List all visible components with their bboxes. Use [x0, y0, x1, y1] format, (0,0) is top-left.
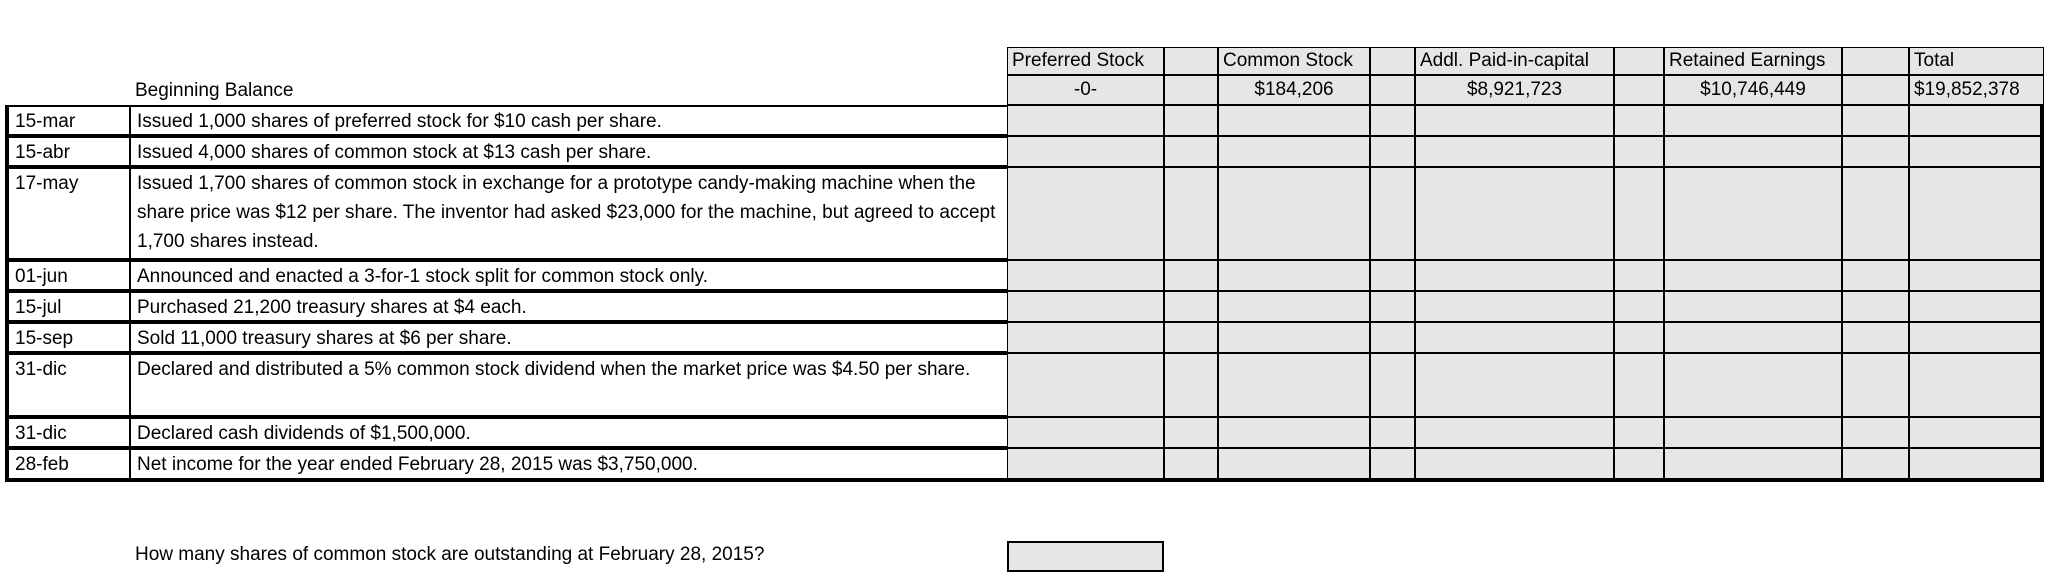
- answer-cell[interactable]: [1664, 448, 1842, 482]
- answer-cell[interactable]: [1164, 167, 1218, 260]
- answer-cell[interactable]: [1614, 291, 1664, 322]
- answer-cell[interactable]: [1370, 353, 1415, 417]
- transaction-description: Declared cash dividends of $1,500,000.: [129, 417, 1009, 448]
- answer-cell[interactable]: [1614, 417, 1664, 448]
- answer-cell[interactable]: [1614, 353, 1664, 417]
- answer-cell[interactable]: [1909, 136, 2044, 167]
- answer-cell[interactable]: [1909, 291, 2044, 322]
- answer-cell[interactable]: [1007, 136, 1164, 167]
- beginning-balance-label: Beginning Balance: [135, 80, 294, 101]
- answer-cell[interactable]: [1218, 353, 1370, 417]
- transaction-description: Issued 4,000 shares of common stock at $13 cash per share.: [129, 136, 1009, 167]
- answer-cell[interactable]: [1614, 322, 1664, 353]
- beginning-preferred: -0-: [1007, 75, 1164, 105]
- answer-cell[interactable]: [1007, 291, 1164, 322]
- answer-cell[interactable]: [1842, 322, 1909, 353]
- answer-cell[interactable]: [1842, 417, 1909, 448]
- answer-cell[interactable]: [1909, 322, 2044, 353]
- header-spacer: [1370, 47, 1415, 75]
- balance-spacer: [1164, 75, 1218, 105]
- answer-cell[interactable]: [1415, 353, 1614, 417]
- balance-spacer: [1842, 75, 1909, 105]
- answer-cell[interactable]: [1909, 448, 2044, 482]
- header-common-stock: Common Stock: [1218, 47, 1370, 75]
- answer-cell[interactable]: [1664, 417, 1842, 448]
- transaction-description: Net income for the year ended February 28, 2015 was $3,750,000.: [129, 448, 1009, 482]
- answer-cell[interactable]: [1164, 417, 1218, 448]
- answer-cell[interactable]: [1370, 105, 1415, 136]
- answer-cell[interactable]: [1614, 448, 1664, 482]
- answer-cell[interactable]: [1370, 260, 1415, 291]
- answer-input-shares-outstanding[interactable]: [1007, 541, 1164, 572]
- answer-cell[interactable]: [1007, 417, 1164, 448]
- answer-cell[interactable]: [1415, 167, 1614, 260]
- answer-cell[interactable]: [1164, 322, 1218, 353]
- answer-cell[interactable]: [1415, 105, 1614, 136]
- answer-cell[interactable]: [1164, 448, 1218, 482]
- answer-cell[interactable]: [1370, 167, 1415, 260]
- answer-cell[interactable]: [1415, 448, 1614, 482]
- answer-cell[interactable]: [1218, 448, 1370, 482]
- transaction-description: Announced and enacted a 3-for-1 stock split for common stock only.: [129, 260, 1009, 291]
- answer-cell[interactable]: [1664, 322, 1842, 353]
- answer-cell[interactable]: [1614, 105, 1664, 136]
- header-apic: Addl. Paid-in-capital: [1415, 47, 1614, 75]
- transaction-description: Issued 1,700 shares of common stock in exchange for a prototype candy-making machine when the share price was $12 per share. The inventor had asked $23,000 for the machine, but agreed to accept 1,700 shares instead.: [129, 167, 1009, 260]
- transaction-date: 31-dic: [5, 353, 131, 417]
- answer-cell[interactable]: [1007, 322, 1164, 353]
- transaction-description: Issued 1,000 shares of preferred stock for $10 cash per share.: [129, 105, 1009, 136]
- beginning-apic: $8,921,723: [1415, 75, 1614, 105]
- answer-cell[interactable]: [1909, 417, 2044, 448]
- answer-cell[interactable]: [1415, 260, 1614, 291]
- header-retained-earnings: Retained Earnings: [1664, 47, 1842, 75]
- answer-cell[interactable]: [1164, 260, 1218, 291]
- transaction-date: 28-feb: [5, 448, 131, 482]
- answer-cell[interactable]: [1218, 291, 1370, 322]
- transaction-date: 15-sep: [5, 322, 131, 353]
- answer-cell[interactable]: [1415, 417, 1614, 448]
- answer-cell[interactable]: [1218, 260, 1370, 291]
- answer-cell[interactable]: [1370, 322, 1415, 353]
- header-spacer: [1842, 47, 1909, 75]
- transaction-date: 01-jun: [5, 260, 131, 291]
- answer-cell[interactable]: [1842, 260, 1909, 291]
- answer-cell[interactable]: [1909, 260, 2044, 291]
- answer-cell[interactable]: [1164, 291, 1218, 322]
- answer-cell[interactable]: [1909, 167, 2044, 260]
- answer-cell[interactable]: [1664, 136, 1842, 167]
- beginning-retained: $10,746,449: [1664, 75, 1842, 105]
- answer-cell[interactable]: [1664, 260, 1842, 291]
- transaction-date: 15-abr: [5, 136, 131, 167]
- answer-cell[interactable]: [1218, 136, 1370, 167]
- answer-cell[interactable]: [1007, 260, 1164, 291]
- answer-cell[interactable]: [1614, 260, 1664, 291]
- header-spacer: [1164, 47, 1218, 75]
- answer-cell[interactable]: [1164, 353, 1218, 417]
- transaction-description: Purchased 21,200 treasury shares at $4 each.: [129, 291, 1009, 322]
- balance-spacer: [1370, 75, 1415, 105]
- answer-cell[interactable]: [1415, 291, 1614, 322]
- balance-spacer: [1614, 75, 1664, 105]
- answer-cell[interactable]: [1664, 291, 1842, 322]
- answer-cell[interactable]: [1614, 167, 1664, 260]
- answer-cell[interactable]: [1218, 417, 1370, 448]
- beginning-total: $19,852,378: [1909, 75, 2044, 105]
- answer-cell[interactable]: [1842, 448, 1909, 482]
- answer-cell[interactable]: [1842, 167, 1909, 260]
- answer-cell[interactable]: [1842, 105, 1909, 136]
- answer-cell[interactable]: [1370, 136, 1415, 167]
- answer-cell[interactable]: [1842, 136, 1909, 167]
- answer-cell[interactable]: [1007, 167, 1164, 260]
- answer-cell[interactable]: [1164, 136, 1218, 167]
- answer-cell[interactable]: [1007, 448, 1164, 482]
- answer-cell[interactable]: [1218, 322, 1370, 353]
- answer-cell[interactable]: [1664, 105, 1842, 136]
- header-spacer: [1614, 47, 1664, 75]
- answer-cell[interactable]: [1842, 291, 1909, 322]
- beginning-common: $184,206: [1218, 75, 1370, 105]
- answer-cell[interactable]: [1007, 105, 1164, 136]
- answer-cell[interactable]: [1664, 353, 1842, 417]
- header-total: Total: [1909, 47, 2044, 75]
- answer-cell[interactable]: [1415, 136, 1614, 167]
- answer-cell[interactable]: [1415, 322, 1614, 353]
- header-preferred-stock: Preferred Stock: [1007, 47, 1164, 75]
- transaction-description: Sold 11,000 treasury shares at $6 per share.: [129, 322, 1009, 353]
- answer-cell[interactable]: [1614, 136, 1664, 167]
- answer-cell[interactable]: [1664, 167, 1842, 260]
- answer-cell[interactable]: [1370, 448, 1415, 482]
- answer-cell[interactable]: [1370, 417, 1415, 448]
- answer-cell[interactable]: [1007, 353, 1164, 417]
- question-text: How many shares of common stock are outstanding at February 28, 2015?: [135, 544, 765, 565]
- answer-cell[interactable]: [1370, 291, 1415, 322]
- answer-cell[interactable]: [1218, 167, 1370, 260]
- transaction-date: 17-may: [5, 167, 131, 260]
- answer-cell[interactable]: [1164, 105, 1218, 136]
- answer-cell[interactable]: [1218, 105, 1370, 136]
- answer-cell[interactable]: [1842, 353, 1909, 417]
- transaction-date: 15-mar: [5, 105, 131, 136]
- transaction-date: 15-jul: [5, 291, 131, 322]
- answer-cell[interactable]: [1909, 353, 2044, 417]
- transaction-date: 31-dic: [5, 417, 131, 448]
- answer-cell[interactable]: [1909, 105, 2044, 136]
- transaction-description: Declared and distributed a 5% common stock dividend when the market price was $4.50 per share.: [129, 353, 1009, 417]
